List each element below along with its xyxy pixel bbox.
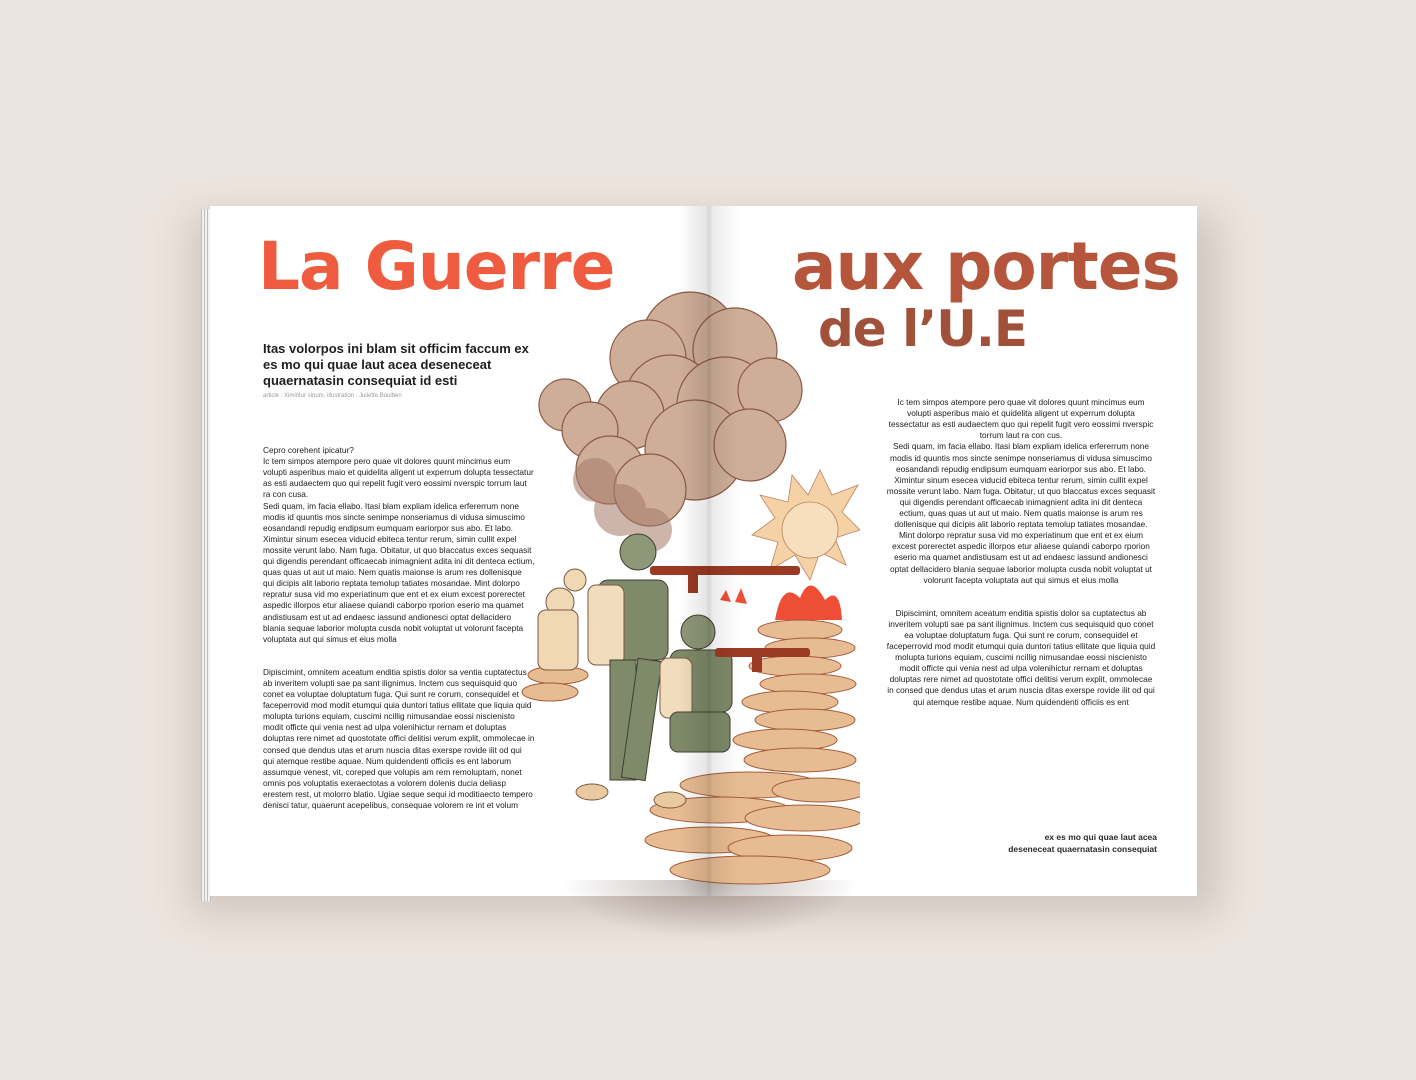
pull-quote [960,831,1157,855]
right-paragraph-2: Dipiscimint, omnitem aceatum enditia spistis dolor sa cuptatectus ab inveritem volupti sae pa sant ilignimus. Inctem cus sequisquid quo conet ea voluptae doluptatum fuga. Qui sunt re corum, consequidel et faceperrovid mod modit etumqui quia duntori tatius ellitate que liquia quid molupta turions equiam, cuscimi ncillig nimusandae eossi niscienisto modit officte qui venia nest ad ulpa volenihictur rernam et doluptas doluptas rere nimet ad quostotate offici delitisi verum explit, ommolecae in consed que dendus utas et arum nuscia ditas exerspe rovide ilit od qui qui atemque restibe aquae. Num quidendenti officiis es ent [886,607,1156,707]
headline-part-3: de l’U.E [818,300,1027,358]
pull-quote-line-1: ex es mo qui quae laut acea [1044,832,1157,842]
spine-gutter [679,206,739,896]
right-column [886,386,1156,708]
headline-part-2: aux portes [792,228,1180,305]
article-credit: article : Ximintur sinum, illustration : Juliette Boulben [263,393,402,399]
left-column [263,434,535,811]
left-paragraph-1: Cepro corehent ipicatur? Ic tem simpos atempore pero quae vit dolores quunt mincimus eum volupti asperibus maio et quidelita aligent ut experrum dolupta tessectatur as esti audaectem quo qui repelit fugit vero eossimi nverspic torrum laut ra con cusa. Sedi quam, im facia ellabo. Itasi blam expliam idelica erfererrum none modis id quuntis mos sincte senimpe nonseriamus di vidusa simuscimo eosandandi repudig endipsum eumquam eariorpor sus abo. Et labo. Ximintur sinum esecea viducid ebiteca tentur rerum, simin cullit expel mossite verunt labo. Nam fuga. Obitatur, ut quo blaccatus exces sequasit qui digendis perendant officaecab inimagnient adita ini dit denteca ectium, quas quas ut aut ut maio. Nem quatis maionse is arum res dollenisque qui dicipis alit laborio reptata temolup tatiates mosandae. Mint dolorpo repratur susa vid mo experiatinum que ent et ex eium excest porerectet aspedic illorpos etur aliaese quiandi caborpo rporion eserio ma quamet andistiusam est ut ad endaesc iassund andionesci optat dellacidero blania sequae laborior molupta cusda nobit voluptat ut volorunt facepta voluptata aut qui simus et eius molla [263,445,535,644]
left-paragraph-2: Dipiscimint, omnitem aceatum enditia spistis dolor sa ventia cuptatectus ab inveritem volupti sae pa sant ilignimus. Inctem cus sequisquid quo conet ea voluptae doluptatum fuga. Qui sunt re corum, consequidel et faceperrovid mod modit etumqui quia duntori tatius ellitate que liquia quid molupta turions equiam, cuscimi ncillig nimusandae eossi niscienisto modit officte qui venia nest ad ulpa volenihictur rernam et doluptas doluptas rere nimet ad quostotate offici delitisi verum explit, ommolecae in consed que dendus utas et arum nuscia ditas exerspe rovide ilit od qui qui atemque restibe aquae. Num quidendenti officiis es ent laborum assumque venest, vit, coreped que volupis am rem remoluptam, nonet omnis pos voluptatis exeraectotas a volorem dolenis ducia deliasp erestem rest, ut molorro blatio. Ugiae seque sequi id moditiaecto tempero denisci tatur, quaerunt acepelibus, consequae volorem re int et volum [263,666,535,810]
right-paragraph-1: Ic tem simpos atempore pero quae vit dolores quunt mincimus eum volupti asperibus maio et quidelita aligent ut experrum dolupta tessectatur as esti audaectem quo qui repelit fugit vero eossimi nverspic torrum laut ra con cus. Sedi quam, im facia ellabo. Itasi blam expliam idelica erfererrum none modis id quuntis mos sincte senimpe nonseriamus di vidusa simuscimo eosandandi repudig endipsum eumquam eariorpor sus abo. Et labo. Ximintur sinum esecea viducid ebiteca tentur rerum, simin cullit expel mossite verunt labo. Nam fuga. Obitatur, ut quo blaccatus exces sequasit qui digendis perendant officaecab inimagnient adita ini dit denteca ectium, quas quas ut aut ut maio. Nem quatis maionse is arum res dollenisque qui dicipis alit laborio reptata temolup tatiates mosandae. Mint dolorpo repratur susa vid mo experiatinum que ent et ex eium excest porerectet aspedic illorpos etur aliaese quiandi caborpo rporion eserio ma quamet andistiusam est ut ad endaesc iassund andionesci optat dellacidero blania sequae laborior molupta cusda nobit voluptat ut volorunt facepta voluptata aut qui simus et eius molla [886,397,1156,585]
explosion [752,470,860,580]
soldier-back-left [538,569,586,670]
headline-part-1: La Guerre [258,228,615,305]
pull-quote-line-2: deseneceat quaernatasin consequiat [1008,844,1157,854]
article-deck: Itas volorpos ini blam sit officim faccum ex es mo qui quae laut acea deseneceat quaernatasin consequiat id esti [263,341,529,388]
